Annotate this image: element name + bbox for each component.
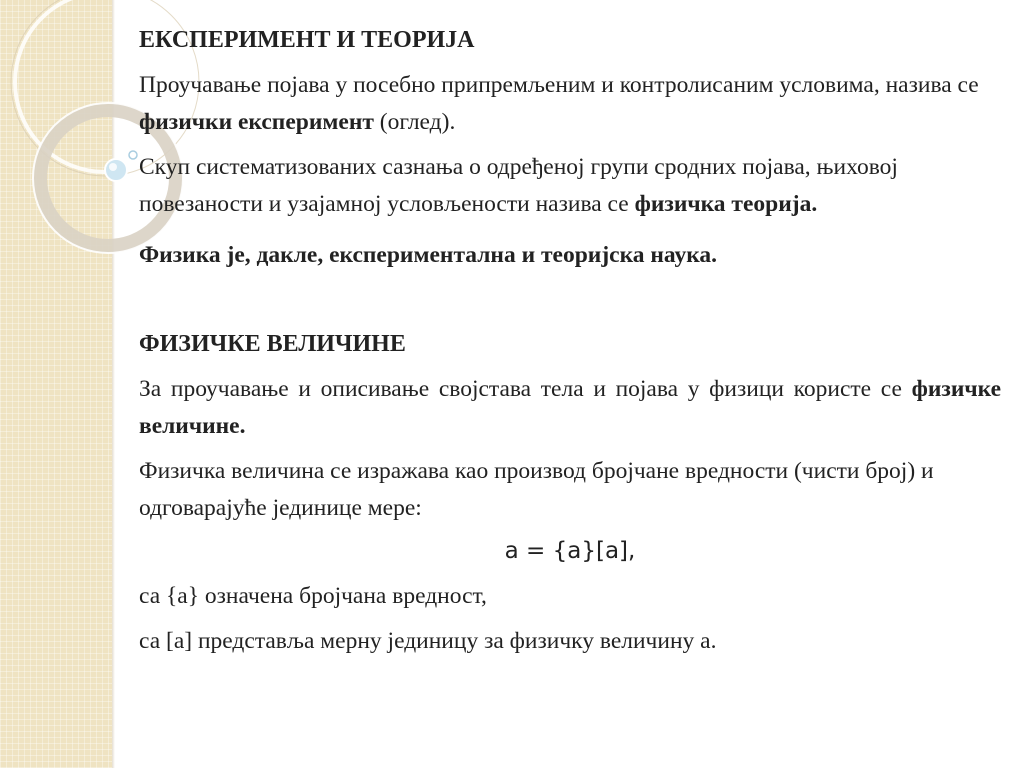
formula: a = {a}[a],: [504, 538, 636, 564]
paragraph-unit: са [a] представља мерну јединицу за физичку величину a.: [139, 628, 717, 654]
paragraph-theory: [139, 149, 1001, 223]
term-physical-quantities: физичке величине.: [139, 376, 1001, 439]
physics-conclusion-text: Физика је, дакле, експериментална и теоријска наука.: [139, 242, 718, 268]
paragraph-theory-text: Скуп систематизованих сазнања о одређеној групи сродних појава, њиховој повезаности и узајамној условљености назива се: [139, 154, 898, 217]
paragraph-experiment: [139, 67, 1001, 141]
slide-content: [139, 22, 1001, 660]
paragraph-physics-conclusion: [139, 237, 1001, 274]
term-physical-experiment: физички експеримент: [139, 109, 374, 135]
term-physical-theory: физичка теорија.: [634, 191, 818, 217]
section-title-experiment-theory: ЕКСПЕРИМЕНТ И ТЕОРИЈА: [139, 27, 475, 53]
paragraph-quantity-definition: Физичка величина се изражава као производ бројчане вредности (чисти број) и одговарајуће јединице мере:: [139, 458, 934, 521]
paragraph-quantities-usage: [139, 371, 1001, 445]
section-title-physical-quantities: ФИЗИЧКЕ ВЕЛИЧИНЕ: [139, 331, 406, 357]
paragraph-quantities-usage-text: За проучавање и описивање својстава тела и појава у физици користе се: [139, 376, 912, 402]
paragraph-numeric-value: са {a} означена бројчана вредност,: [139, 583, 487, 609]
paragraph-experiment-text: Проучавање појава у посебно припремљеним и контролисаним условима, назива се: [139, 72, 979, 98]
paragraph-experiment-end: (оглед).: [373, 109, 456, 135]
